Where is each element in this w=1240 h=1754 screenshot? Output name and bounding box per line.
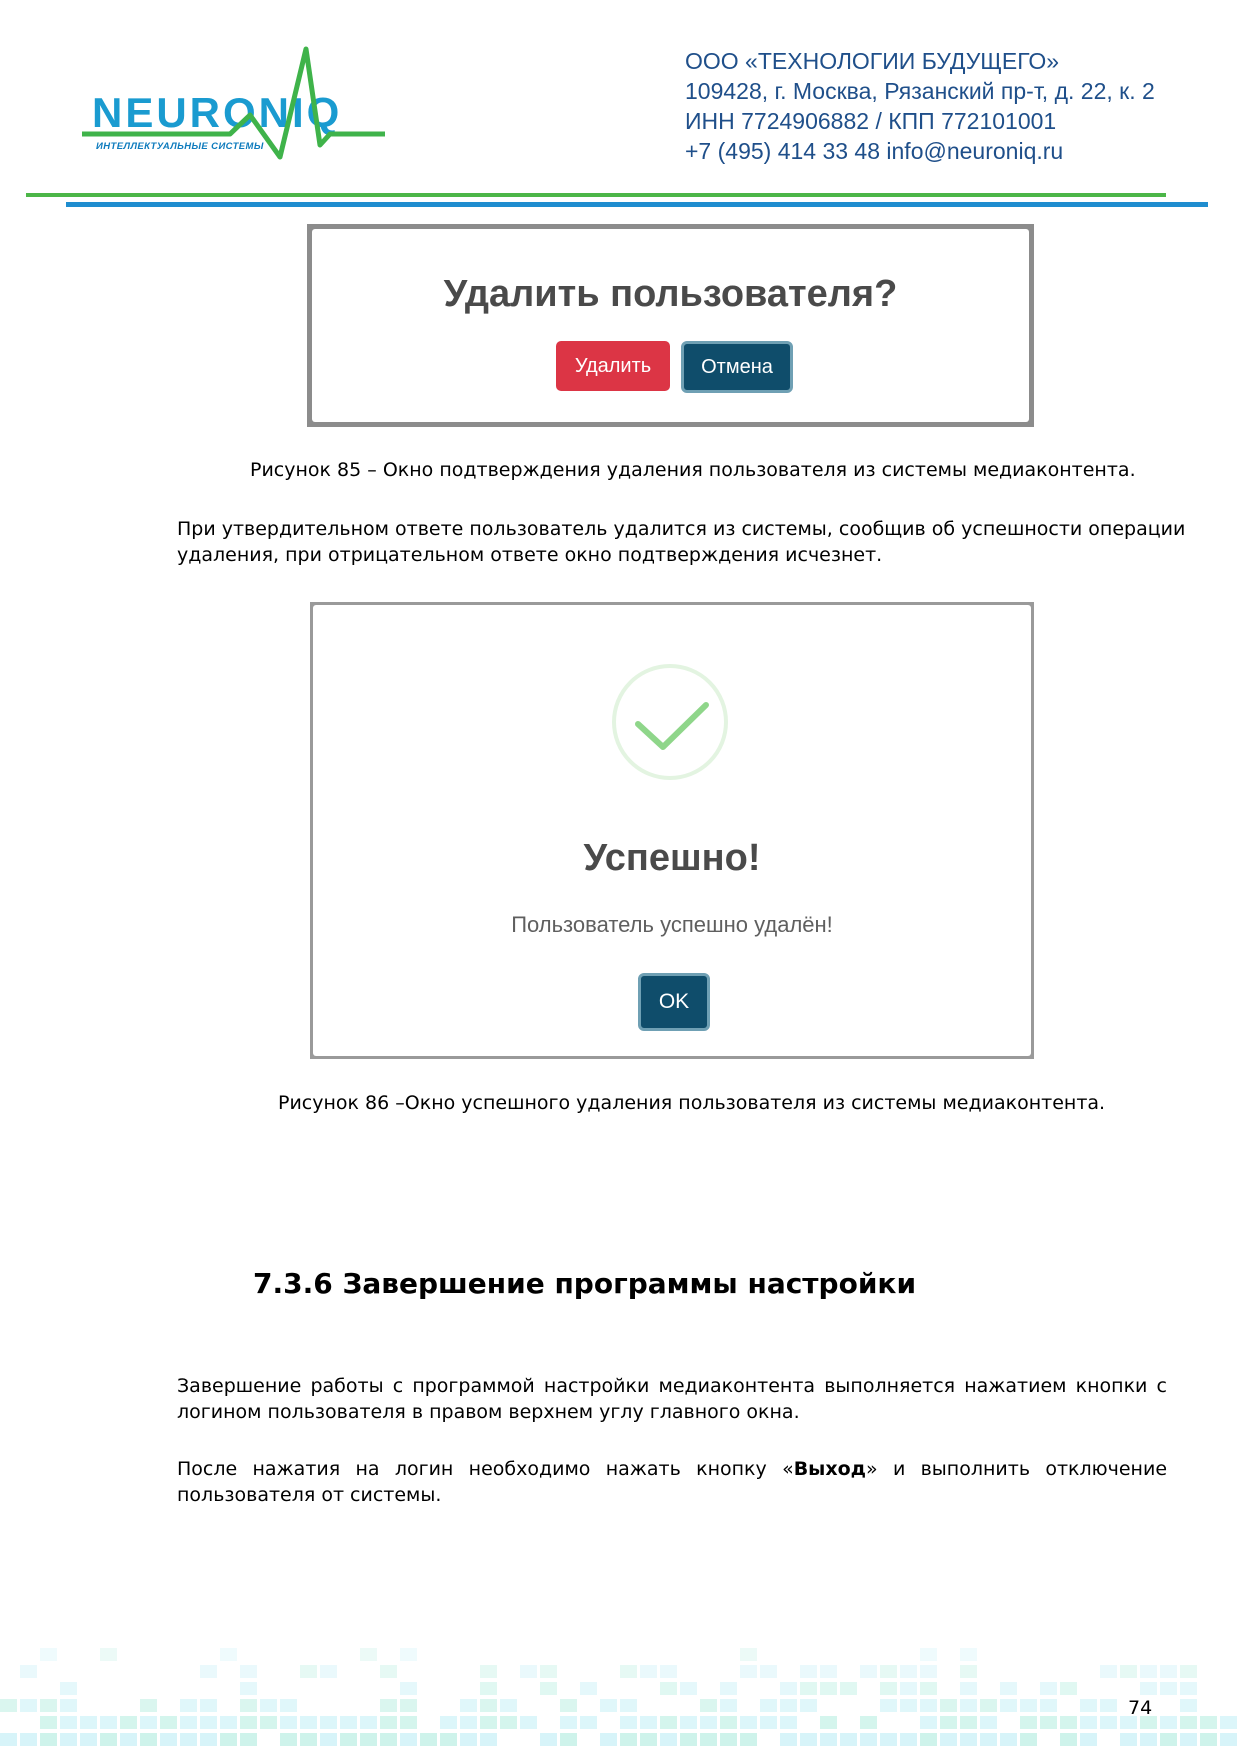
footer-pattern-cell bbox=[440, 1716, 457, 1729]
neuroniq-logo bbox=[80, 45, 410, 160]
footer-pattern-cell bbox=[400, 1699, 417, 1712]
footer-pattern-cell bbox=[40, 1648, 57, 1661]
footer-pattern-cell bbox=[780, 1699, 797, 1712]
footer-pattern-cell bbox=[900, 1733, 917, 1746]
footer-pattern-cell bbox=[1020, 1716, 1037, 1729]
footer-pattern-cell bbox=[560, 1699, 577, 1712]
footer-pattern-cell bbox=[400, 1733, 417, 1746]
footer-pattern-cell bbox=[880, 1699, 897, 1712]
footer-pattern-cell bbox=[1060, 1733, 1077, 1746]
footer-pattern-cell bbox=[120, 1733, 137, 1746]
delete-button[interactable]: Удалить bbox=[556, 341, 670, 391]
footer-pattern-cell bbox=[1200, 1733, 1217, 1746]
footer-pattern-cell bbox=[200, 1665, 217, 1678]
footer-pattern-cell bbox=[1000, 1682, 1017, 1695]
footer-pattern-cell bbox=[80, 1733, 97, 1746]
footer-pattern-cell bbox=[500, 1716, 517, 1729]
footer-pattern-cell bbox=[480, 1682, 497, 1695]
footer-pattern-cell bbox=[680, 1682, 697, 1695]
delete-confirm-dialog bbox=[312, 229, 1029, 422]
footer-pattern-cell bbox=[300, 1716, 317, 1729]
footer-pattern-cell bbox=[900, 1665, 917, 1678]
paragraph-delete-result bbox=[177, 516, 1186, 568]
footer-pattern-cell bbox=[960, 1699, 977, 1712]
company-tax-ids: ИНН 7724906882 / КПП 772101001 bbox=[685, 108, 1057, 134]
footer-pattern-cell bbox=[580, 1716, 597, 1729]
footer-pattern-cell bbox=[1100, 1716, 1117, 1729]
footer-pattern-cell bbox=[360, 1716, 377, 1729]
footer-pattern-cell bbox=[1080, 1699, 1097, 1712]
footer-pattern-cell bbox=[1140, 1733, 1157, 1746]
footer-pattern-cell bbox=[220, 1716, 237, 1729]
footer-pattern-cell bbox=[400, 1682, 417, 1695]
footer-pattern-cell bbox=[120, 1716, 137, 1729]
footer-pattern-cell bbox=[1160, 1716, 1177, 1729]
footer-pattern-cell bbox=[1080, 1716, 1097, 1729]
footer-pattern-cell bbox=[660, 1665, 677, 1678]
paragraph-line: логином пользователя в правом верхнем углу главного окна. bbox=[177, 1401, 800, 1423]
success-title: Успешно! bbox=[583, 837, 761, 879]
footer-pattern-cell bbox=[480, 1716, 497, 1729]
footer-pattern-cell bbox=[920, 1699, 937, 1712]
footer-pattern-cell bbox=[1180, 1699, 1197, 1712]
footer-pattern-cell bbox=[460, 1699, 477, 1712]
paragraph-exit-intro bbox=[177, 1373, 1167, 1425]
company-info bbox=[685, 46, 1155, 166]
footer-pattern-cell bbox=[60, 1682, 77, 1695]
footer-pattern-cell bbox=[900, 1699, 917, 1712]
footer-pattern-cell bbox=[1080, 1733, 1097, 1746]
footer-pattern-cell bbox=[1040, 1716, 1057, 1729]
footer-pattern-cell bbox=[860, 1733, 877, 1746]
footer-pattern-cell bbox=[560, 1733, 577, 1746]
footer-pattern-cell bbox=[180, 1699, 197, 1712]
footer-pattern-cell bbox=[1220, 1733, 1237, 1746]
footer-pattern-cell bbox=[660, 1682, 677, 1695]
footer-pattern-cell bbox=[260, 1699, 277, 1712]
footer-pattern-cell bbox=[920, 1648, 937, 1661]
footer-pattern-cell bbox=[480, 1733, 497, 1746]
section-heading: 7.3.6 Завершение программы настройки bbox=[253, 1267, 917, 1300]
footer-pattern-cell bbox=[360, 1648, 377, 1661]
ok-button[interactable]: OK bbox=[638, 973, 710, 1031]
footer-pattern-cell bbox=[880, 1733, 897, 1746]
footer-pattern-cell bbox=[300, 1733, 317, 1746]
footer-pattern-cell bbox=[440, 1733, 457, 1746]
paragraph-line: удаления, при отрицательном ответе окно подтверждения исчезнет. bbox=[177, 544, 883, 566]
footer-pattern-cell bbox=[720, 1716, 737, 1729]
footer-pattern-cell bbox=[700, 1716, 717, 1729]
figure-86-caption: Рисунок 86 –Окно успешного удаления пользователя из системы медиаконтента. bbox=[278, 1092, 1106, 1114]
footer-pattern-cell bbox=[280, 1733, 297, 1746]
footer-pattern-cell bbox=[760, 1665, 777, 1678]
cancel-button[interactable]: Отмена bbox=[681, 341, 793, 393]
footer-pattern-cell bbox=[640, 1716, 657, 1729]
footer-pattern-cell bbox=[1180, 1665, 1197, 1678]
footer-pattern-cell bbox=[800, 1665, 817, 1678]
footer-pattern-cell bbox=[140, 1699, 157, 1712]
footer-pattern-cell bbox=[240, 1699, 257, 1712]
footer-pattern-cell bbox=[20, 1733, 37, 1746]
dialog-title: Удалить пользователя? bbox=[443, 273, 898, 315]
footer-pattern-cell bbox=[520, 1665, 537, 1678]
footer-pattern-cell bbox=[140, 1716, 157, 1729]
footer-pattern-cell bbox=[1120, 1733, 1137, 1746]
success-screenshot bbox=[310, 602, 1034, 1059]
footer-pattern-cell bbox=[1060, 1682, 1077, 1695]
footer-pattern-cell bbox=[960, 1665, 977, 1678]
footer-pattern-cell bbox=[720, 1682, 737, 1695]
footer-pattern-cell bbox=[680, 1716, 697, 1729]
header-divider-green bbox=[26, 193, 1166, 197]
footer-pattern-cell bbox=[1140, 1682, 1157, 1695]
footer-pattern-cell bbox=[820, 1665, 837, 1678]
footer-pattern-cell bbox=[240, 1733, 257, 1746]
footer-pattern-cell bbox=[720, 1733, 737, 1746]
footer-pattern-cell bbox=[620, 1716, 637, 1729]
footer-pattern-cell bbox=[380, 1699, 397, 1712]
footer-pattern-cell bbox=[140, 1733, 157, 1746]
footer-pattern-cell bbox=[860, 1716, 877, 1729]
footer-pattern-cell bbox=[1140, 1665, 1157, 1678]
footer-pattern-cell bbox=[980, 1699, 997, 1712]
footer-pattern-cell bbox=[1020, 1699, 1037, 1712]
figure-85-caption: Рисунок 85 – Окно подтверждения удаления пользователя из системы медиаконтента. bbox=[250, 459, 1136, 481]
footer-pattern-cell bbox=[1120, 1665, 1137, 1678]
footer-pattern-cell bbox=[160, 1716, 177, 1729]
footer-pattern-cell bbox=[720, 1699, 737, 1712]
footer-pattern-cell bbox=[380, 1716, 397, 1729]
footer-pattern-cell bbox=[700, 1733, 717, 1746]
footer-pattern-cell bbox=[840, 1682, 857, 1695]
footer-pattern-cell bbox=[220, 1733, 237, 1746]
paragraph-exit-steps bbox=[177, 1456, 1167, 1508]
footer-pattern-cell bbox=[60, 1716, 77, 1729]
footer-pattern-cell bbox=[240, 1716, 257, 1729]
footer-pattern-cell bbox=[200, 1716, 217, 1729]
footer-pattern-cell bbox=[400, 1648, 417, 1661]
footer-pattern-cell bbox=[340, 1716, 357, 1729]
footer-pattern-cell bbox=[920, 1682, 937, 1695]
footer-pattern-cell bbox=[860, 1665, 877, 1678]
footer-pattern-cell bbox=[640, 1665, 657, 1678]
footer-pattern-cell bbox=[180, 1716, 197, 1729]
footer-pattern-cell bbox=[1040, 1682, 1057, 1695]
footer-pattern-cell bbox=[340, 1733, 357, 1746]
footer-pattern-cell bbox=[780, 1682, 797, 1695]
footer-pattern-cell bbox=[920, 1665, 937, 1678]
footer-pattern-cell bbox=[320, 1716, 337, 1729]
footer-pattern-cell bbox=[960, 1682, 977, 1695]
footer-pattern-cell bbox=[60, 1699, 77, 1712]
footer-pattern-cell bbox=[1000, 1699, 1017, 1712]
footer-pattern-cell bbox=[740, 1665, 757, 1678]
footer-pattern-cell bbox=[1160, 1665, 1177, 1678]
paragraph-line bbox=[177, 1456, 1167, 1482]
footer-pattern-cell bbox=[380, 1733, 397, 1746]
paragraph-text: » и выполнить отключение bbox=[866, 1458, 1168, 1480]
company-name: ООО «ТЕХНОЛОГИИ БУДУЩЕГО» bbox=[685, 48, 1060, 74]
footer-pattern-cell bbox=[300, 1665, 317, 1678]
footer-pattern bbox=[0, 1640, 1240, 1754]
footer-pattern-cell bbox=[20, 1665, 37, 1678]
header-divider-blue bbox=[66, 202, 1208, 207]
footer-pattern-cell bbox=[1200, 1716, 1217, 1729]
footer-pattern-cell bbox=[500, 1699, 517, 1712]
footer-pattern-cell bbox=[280, 1716, 297, 1729]
footer-pattern-cell bbox=[420, 1733, 437, 1746]
footer-pattern-cell bbox=[660, 1716, 677, 1729]
footer-pattern-cell bbox=[380, 1665, 397, 1678]
footer-pattern-cell bbox=[540, 1733, 557, 1746]
footer-pattern-cell bbox=[760, 1699, 777, 1712]
footer-pattern-cell bbox=[1220, 1716, 1237, 1729]
success-dialog bbox=[313, 605, 1031, 1056]
footer-pattern-cell bbox=[620, 1733, 637, 1746]
footer-pattern-cell bbox=[40, 1699, 57, 1712]
footer-pattern-cell bbox=[100, 1733, 117, 1746]
success-check-icon bbox=[611, 663, 729, 781]
footer-pattern-cell bbox=[260, 1716, 277, 1729]
footer-pattern-cell bbox=[560, 1716, 577, 1729]
footer-pattern-cell bbox=[320, 1665, 337, 1678]
footer-pattern-cell bbox=[1180, 1733, 1197, 1746]
footer-pattern-cell bbox=[460, 1733, 477, 1746]
footer-pattern-cell bbox=[880, 1682, 897, 1695]
footer-pattern-cell bbox=[180, 1733, 197, 1746]
footer-pattern-cell bbox=[800, 1699, 817, 1712]
footer-pattern-cell bbox=[480, 1665, 497, 1678]
footer-pattern-cell bbox=[200, 1733, 217, 1746]
footer-pattern-cell bbox=[220, 1648, 237, 1661]
footer-pattern-cell bbox=[940, 1733, 957, 1746]
footer-pattern-cell bbox=[320, 1733, 337, 1746]
footer-pattern-cell bbox=[680, 1733, 697, 1746]
footer-pattern-cell bbox=[1040, 1699, 1057, 1712]
footer-pattern-cell bbox=[780, 1716, 797, 1729]
footer-pattern-cell bbox=[1160, 1733, 1177, 1746]
footer-pattern-cell bbox=[880, 1665, 897, 1678]
footer-pattern-cell bbox=[960, 1716, 977, 1729]
footer-pattern-cell bbox=[600, 1733, 617, 1746]
paragraph-line: пользователя от системы. bbox=[177, 1484, 442, 1506]
footer-pattern-cell bbox=[960, 1648, 977, 1661]
footer-pattern-cell bbox=[740, 1648, 757, 1661]
paragraph-text: После нажатия на логин необходимо нажать кнопку « bbox=[177, 1458, 794, 1480]
footer-pattern-cell bbox=[360, 1733, 377, 1746]
footer-pattern-cell bbox=[1160, 1682, 1177, 1695]
footer-pattern-cell bbox=[1180, 1682, 1197, 1695]
footer-pattern-cell bbox=[800, 1682, 817, 1695]
page-number: 74 bbox=[1128, 1697, 1153, 1719]
company-address: 109428, г. Москва, Рязанский пр-т, д. 22, к. 2 bbox=[685, 78, 1155, 104]
footer-pattern-cell bbox=[940, 1716, 957, 1729]
footer-pattern-cell bbox=[580, 1682, 597, 1695]
footer-pattern-cell bbox=[980, 1716, 997, 1729]
footer-pattern-cell bbox=[480, 1699, 497, 1712]
footer-pattern-cell bbox=[0, 1699, 17, 1712]
footer-pattern-cell bbox=[1180, 1716, 1197, 1729]
success-message: Пользователь успешно удалён! bbox=[511, 912, 833, 937]
footer-pattern-cell bbox=[460, 1716, 477, 1729]
footer-pattern-cell bbox=[960, 1733, 977, 1746]
footer-pattern-cell bbox=[920, 1733, 937, 1746]
footer-pattern-cell bbox=[40, 1716, 57, 1729]
paragraph-line: Завершение работы с программой настройки медиаконтента выполняется нажатием кнопки с bbox=[177, 1375, 1167, 1397]
footer-pattern-cell bbox=[540, 1665, 557, 1678]
footer-pattern-cell bbox=[1100, 1665, 1117, 1678]
footer-pattern-cell bbox=[940, 1699, 957, 1712]
footer-pattern-cell bbox=[820, 1733, 837, 1746]
footer-pattern-cell bbox=[0, 1733, 17, 1746]
footer-pattern-cell bbox=[620, 1665, 637, 1678]
footer-pattern-cell bbox=[760, 1716, 777, 1729]
logo-wordmark: NEURONIQ bbox=[92, 89, 343, 136]
footer-pattern-cell bbox=[1020, 1733, 1037, 1746]
footer-pattern-cell bbox=[240, 1665, 257, 1678]
footer-pattern-cell bbox=[620, 1699, 637, 1712]
footer-pattern-cell bbox=[840, 1733, 857, 1746]
footer-pattern-cell bbox=[240, 1682, 257, 1695]
footer-pattern-cell bbox=[160, 1733, 177, 1746]
footer-pattern-cell bbox=[700, 1699, 717, 1712]
footer-pattern-cell bbox=[1000, 1733, 1017, 1746]
footer-pattern-cell bbox=[1100, 1699, 1117, 1712]
footer-pattern-cell bbox=[740, 1733, 757, 1746]
footer-pattern-cell bbox=[640, 1733, 657, 1746]
footer-pattern-cell bbox=[520, 1716, 537, 1729]
footer-pattern-cell bbox=[900, 1682, 917, 1695]
footer-pattern-cell bbox=[1060, 1716, 1077, 1729]
footer-pattern-cell bbox=[200, 1699, 217, 1712]
footer-pattern-cell bbox=[820, 1682, 837, 1695]
footer-pattern-cell bbox=[60, 1733, 77, 1746]
footer-pattern-cell bbox=[740, 1716, 757, 1729]
paragraph-line: При утвердительном ответе пользователь удалится из системы, сообщив об успешности операции bbox=[177, 518, 1186, 540]
footer-pattern-cell bbox=[80, 1716, 97, 1729]
footer-pattern-cell bbox=[800, 1733, 817, 1746]
footer-pattern-cell bbox=[400, 1716, 417, 1729]
footer-pattern-cell bbox=[780, 1733, 797, 1746]
footer-pattern-cell bbox=[40, 1733, 57, 1746]
footer-pattern-cell bbox=[100, 1648, 117, 1661]
footer-pattern-cell bbox=[820, 1716, 837, 1729]
footer-pattern-cell bbox=[280, 1699, 297, 1712]
footer-pattern-cell bbox=[100, 1716, 117, 1729]
footer-pattern-cell bbox=[20, 1699, 37, 1712]
exit-button-label: Выход bbox=[793, 1458, 867, 1480]
logo-tagline: ИНТЕЛЛЕКТУАЛЬНЫЕ СИСТЕМЫ bbox=[96, 141, 264, 152]
footer-pattern-cell bbox=[660, 1733, 677, 1746]
company-contacts: +7 (495) 414 33 48 info@neuroniq.ru bbox=[685, 138, 1064, 164]
footer-pattern-cell bbox=[920, 1716, 937, 1729]
delete-confirm-screenshot bbox=[307, 224, 1034, 427]
footer-pattern-cell bbox=[980, 1733, 997, 1746]
footer-pattern-cell bbox=[540, 1682, 557, 1695]
footer-pattern-cell bbox=[600, 1699, 617, 1712]
